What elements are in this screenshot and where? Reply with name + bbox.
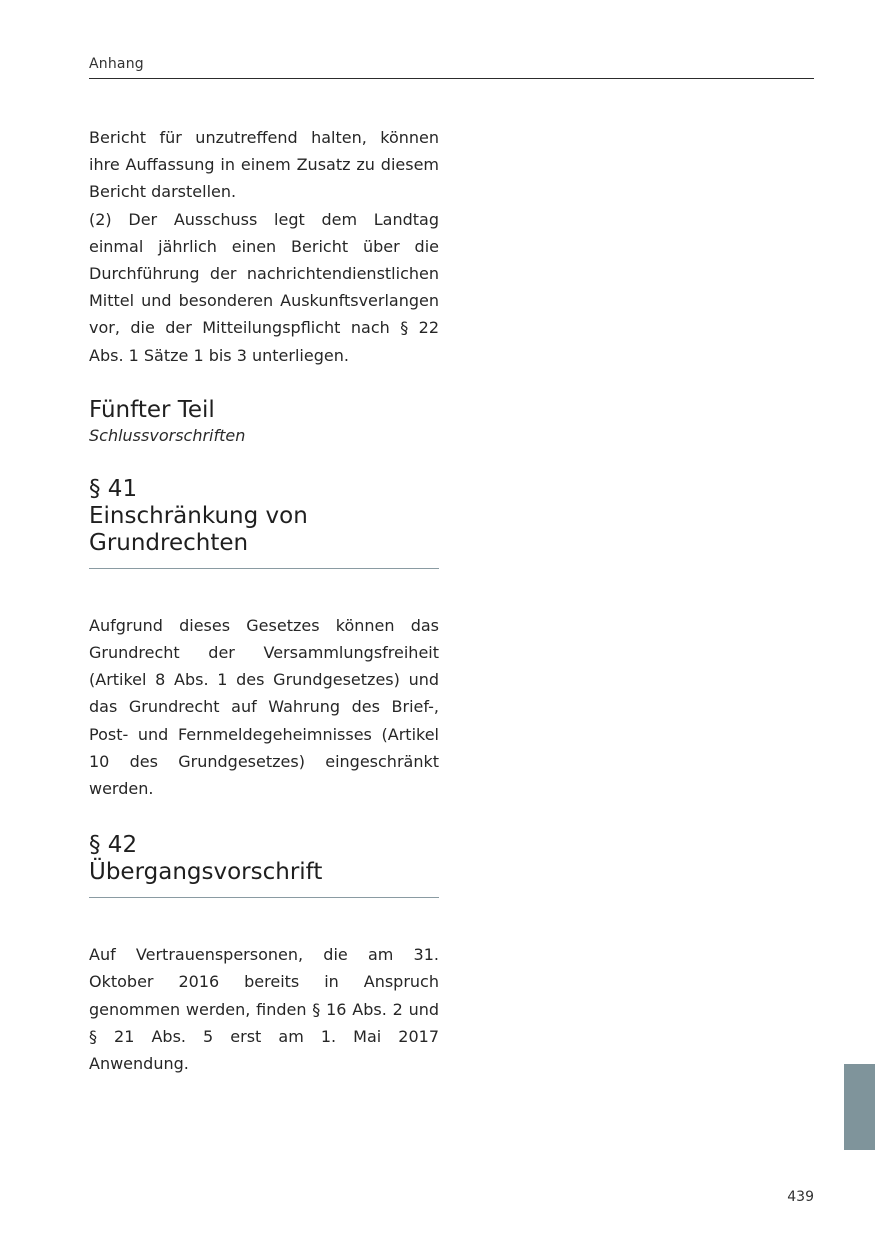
section-42-rule (89, 897, 439, 898)
chapter-tab-marker (844, 1064, 875, 1150)
section-42-number: § 42 (89, 832, 138, 859)
section-41-title: Einschränkung von Grundrechten (89, 502, 308, 556)
part-title: Fünfter Teil (89, 396, 215, 423)
paragraph-2: (2) Der Ausschuss legt dem Landtag einmal jährlich einen Bericht über die Durchführung der nachrichtendienstlichen Mittel und besonderen Auskunftsverlangen vor, die der Mitteilungspflicht nach § 22 Abs. 1 Sätze 1 bis 3 unterliegen. (89, 209, 439, 365)
running-header: Anhang (89, 56, 144, 72)
section-41-body: Aufgrund dieses Gesetzes können das Grundrecht der Versammlungsfreiheit (Artikel 8 Abs. 1 des Grundgesetzes) und das Grundrecht auf Wahrung des Brief-, Post- und Fernmeldegeheimnisses (Artikel 10 des Grundgesetzes) eingeschränkt werden. (89, 615, 439, 799)
section-42-body: Auf Vertrauenspersonen, die am 31. Oktober 2016 bereits in Anspruch genommen werden, finden § 16 Abs. 2 und § 21 Abs. 5 erst am 1. Mai 2017 Anwendung. (89, 945, 439, 1074)
section-41-heading (89, 476, 439, 557)
header-rule (89, 78, 814, 79)
part-subtitle: Schlussvorschriften (89, 425, 246, 445)
section-42-heading (89, 832, 439, 886)
page-number: 439 (787, 1189, 814, 1205)
continuation-paragraph: Bericht für unzutreffend halten, können ihre Auffassung in einem Zusatz zu diesem Bericht darstellen. (89, 128, 439, 202)
section-41-rule (89, 568, 439, 569)
section-42-title: Übergangsvorschrift (89, 859, 323, 886)
section-41-number: § 41 (89, 475, 138, 502)
main-column (89, 124, 439, 1077)
